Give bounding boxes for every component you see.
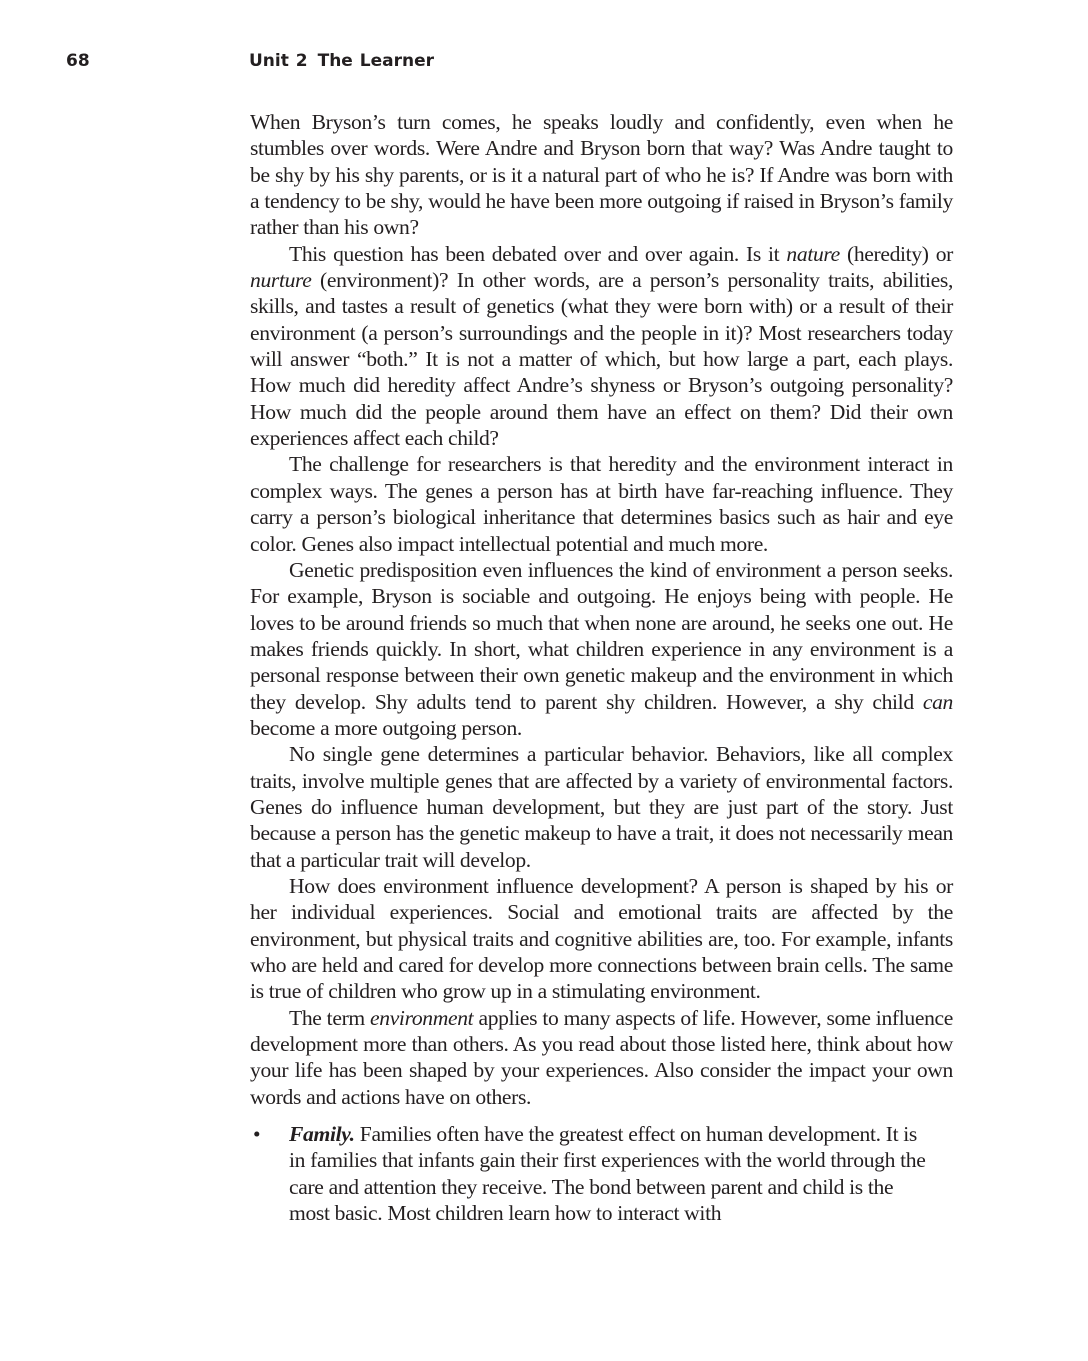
emphasis-environment: environment [370,1005,474,1030]
bullet-list [250,1121,953,1226]
paragraph-7: The term environment applies to many aspects of life. However, some influence development more than others. As you read about those listed here, think about how your life has been shaped by your experiences. Also consider the impact your own words and actions have on others. [250,1005,953,1109]
running-header [0,50,1088,76]
paragraph-6: How does environment influence development? A person is shaped by his or her individual experiences. Social and emotional traits are affected by the environment, but physical traits and cognitive abilities are, too. For example, infants who are held and cared for develop more connections between brain cells. The same is true of children who grow up in a stimulating environment. [250,873,953,1004]
emphasis-can: can [922,689,953,714]
emphasis-nature: nature [786,241,840,266]
unit-label: Unit 2 [249,51,308,71]
page-number: 68 [66,51,90,71]
bullet-text: Families often have the greatest effect on human development. It is in families that infants gain their first experiences with the world through the care and attention they receive. The bond between parent and child is the most basic. Most children learn how to interact with [289,1122,926,1226]
running-head-title [249,51,434,71]
bullet-icon: • [253,1122,261,1147]
paragraph-4: Genetic predisposition even influences the kind of environment a person seeks. For example, Bryson is sociable and outgoing. He enjoys being with people. He loves to be around friends so much that when none are around, he seeks one out. He makes friends quickly. In short, what children experience in any environment is a personal response between their own genetic makeup and the environment in which they develop. Shy adults tend to parent shy children. However, a shy child can become a more outgoing person. [250,557,953,740]
paragraph-1: When Bryson’s turn comes, he speaks loudly and confidently, even when he stumbles over words. Were Andre and Bryson born that way? Was Andre taught to be shy by his shy parents, or is it a natural part of who he is? If Andre was born with a tendency to be shy, would he have been more outgoing if raised in Bryson’s family rather than his own? [250,110,953,240]
paragraph-3: The challenge for researchers is that heredity and the environment interact in complex ways. The genes a person has at birth have far-reaching influence. They carry a person’s biological inheritance that determines basics such as hair and eye color. Genes also impact intellectual potential and much more. [250,452,953,556]
unit-title: The Learner [317,51,434,71]
emphasis-nurture: nurture [250,268,312,293]
paragraph-2: This question has been debated over and over again. Is it nature (heredity) or nurture (environment)? In other words, are a person’s personality traits, abilities, skills, and tastes a result of genetics (what they were born with) or a result of their environment (a person’s surroundings and the people in it)? Most researchers today will answer “both.” It is not a matter of which, but how large a part, each plays. How much did heredity affect Andre’s shyness or Bryson’s outgoing personality? How much did the people around them have an effect on them? Did their own experiences affect each child? [250,241,953,451]
list-item-family [250,1121,937,1226]
paragraph-5: No single gene determines a particular behavior. Behaviors, like all complex traits, involve multiple genes that are affected by a variety of environmental factors. Genes do influence human development, but they are just part of the story. Just because a person has the genetic makeup to have a trait, it does not necessarily mean that a particular trait will develop. [250,742,953,872]
body-text [250,109,953,1226]
bullet-term: Family. [289,1122,355,1147]
